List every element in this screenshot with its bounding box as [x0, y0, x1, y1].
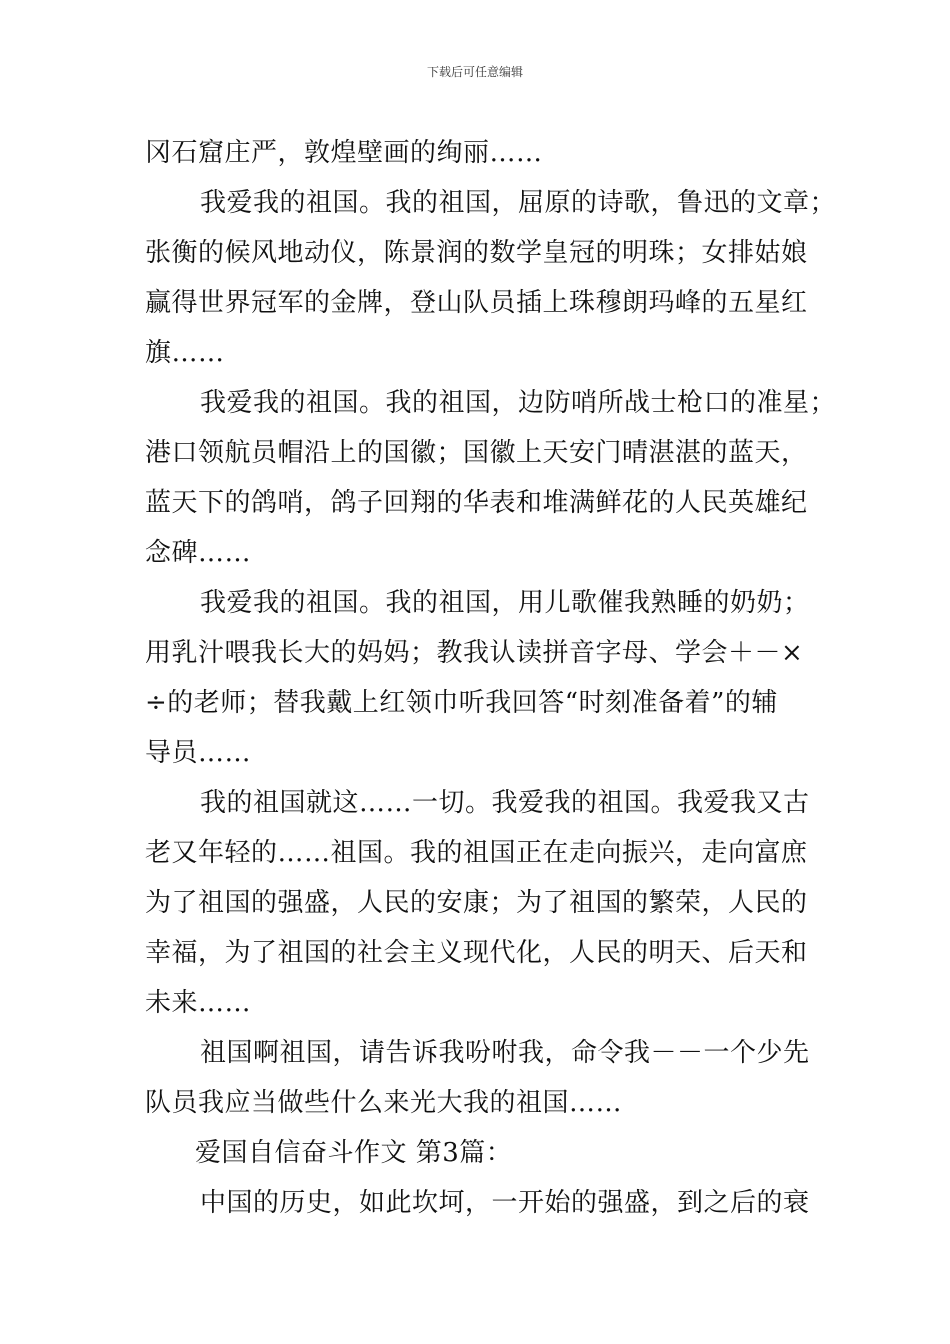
text-line: 队员我应当做些什么来光大我的祖国…… [145, 1088, 623, 1118]
text-line: 导员…… [145, 738, 252, 768]
paragraph-start-line: 我爱我的祖国。我的祖国，边防哨所战士枪口的准星； [200, 388, 837, 418]
text-line: 蓝天下的鸽哨，鸽子回翔的华表和堆满鲜花的人民英雄纪 [145, 488, 808, 518]
text-line: 老又年轻的……祖国。我的祖国正在走向振兴，走向富庶 [145, 838, 808, 868]
text-line: 张衡的候风地动仪，陈景润的数学皇冠的明珠；女排姑娘 [145, 238, 808, 268]
text-line: 未来…… [145, 988, 252, 1018]
paragraph-start-line: 祖国啊祖国，请告诉我吩咐我，命令我－－一个少先 [200, 1038, 810, 1068]
text-line: 用乳汁喂我长大的妈妈；教我认读拼音字母、学会＋－× [145, 638, 804, 668]
text-line: 为了祖国的强盛，人民的安康；为了祖国的繁荣，人民的 [145, 888, 808, 918]
text-line: 港口领航员帽沿上的国徽；国徽上天安门晴湛湛的蓝天， [145, 438, 808, 468]
text-line: 冈石窟庄严，敦煌壁画的绚丽…… [145, 138, 543, 168]
text-line: ÷的老师；替我戴上红领巾听我回答“时刻准备着”的辅 [145, 688, 778, 718]
document-body [145, 128, 837, 1228]
text-line: 赢得世界冠军的金牌，登山队员插上珠穆朗玛峰的五星红 [145, 288, 808, 318]
paragraph-start-line: 我爱我的祖国。我的祖国，屈原的诗歌，鲁迅的文章； [200, 188, 837, 218]
paragraph-start-line: 我的祖国就这……一切。我爱我的祖国。我爱我又古 [200, 788, 810, 818]
text-line: 旗…… [145, 338, 225, 368]
text-line: 念碑…… [145, 538, 252, 568]
paragraph-start-line: 中国的历史，如此坎坷，一开始的强盛，到之后的衰 [200, 1188, 810, 1218]
text-line: 幸福，为了祖国的社会主义现代化，人民的明天、后天和 [145, 938, 808, 968]
paragraph-start-line: 我爱我的祖国。我的祖国，用儿歌催我熟睡的奶奶； [200, 588, 810, 618]
section-heading: 爱国自信奋斗作文 第3篇： [195, 1138, 513, 1168]
page-header: 下载后可任意编辑 [426, 65, 523, 79]
